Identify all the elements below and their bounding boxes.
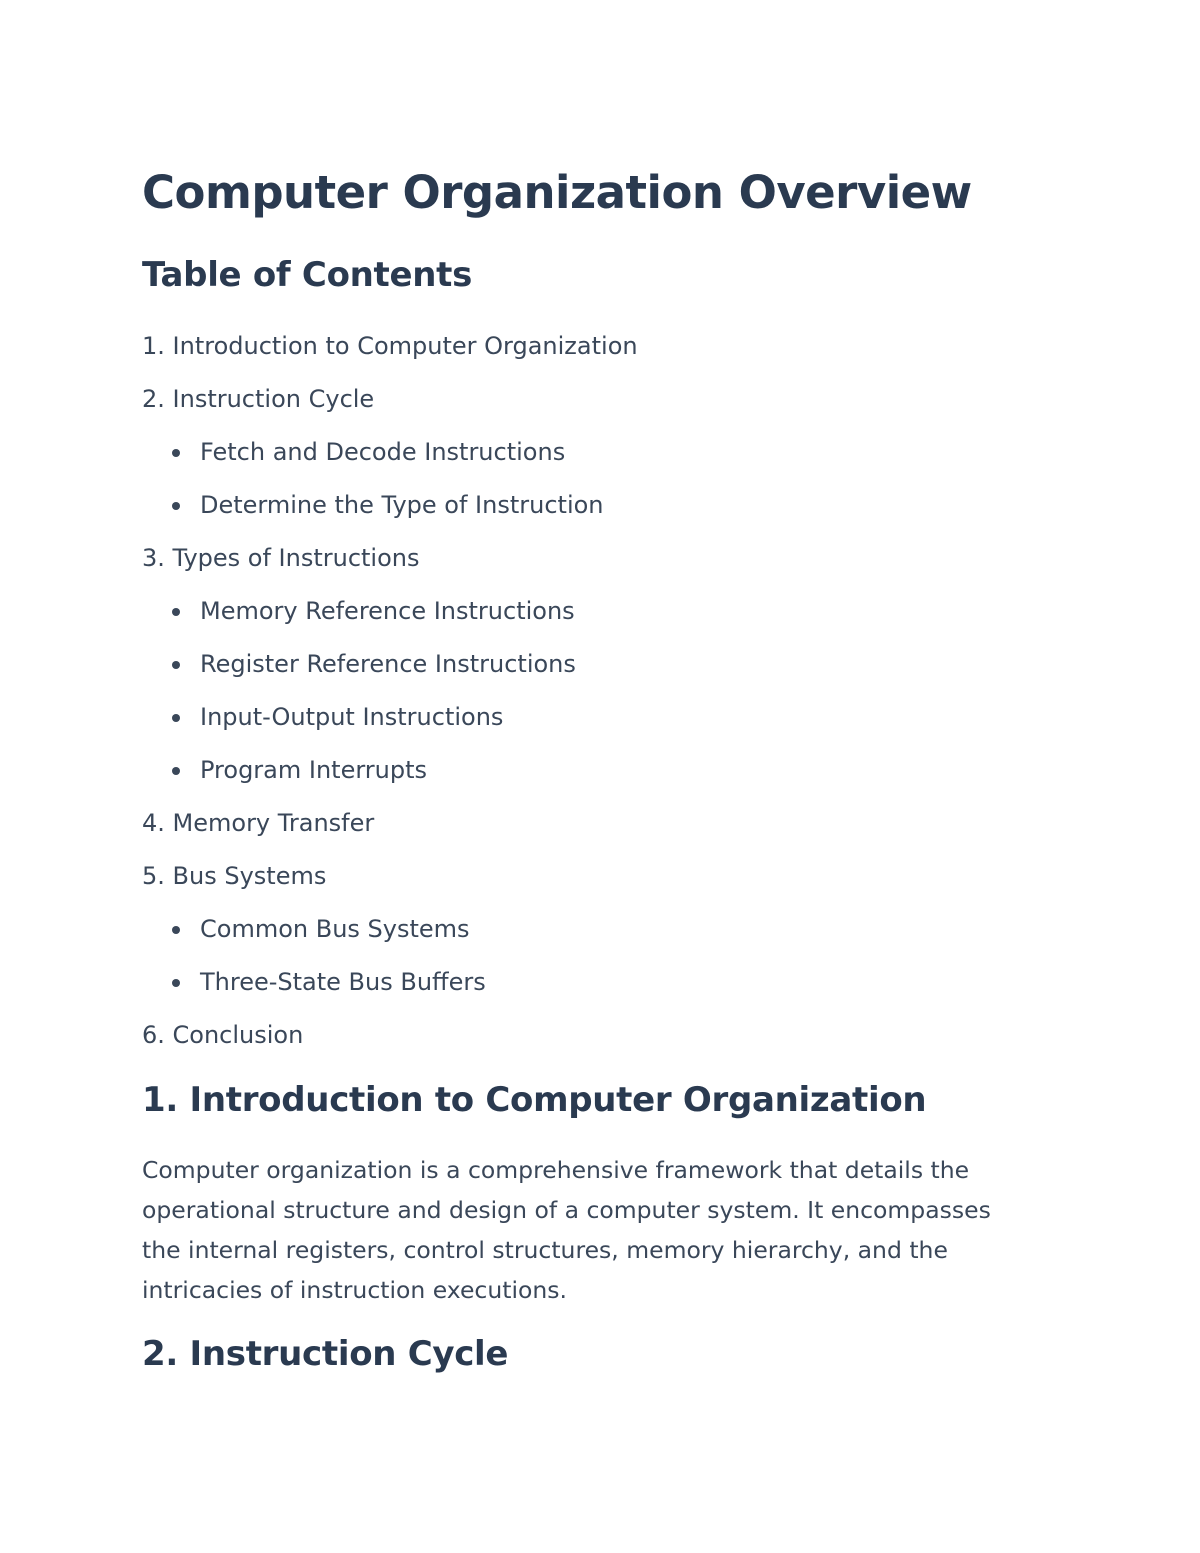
toc-subitem: [142, 489, 638, 542]
toc-item-label: 1. Introduction to Computer Organization: [142, 332, 638, 360]
toc-item-label: 2. Instruction Cycle: [142, 385, 375, 413]
toc-item-label: Input-Output Instructions: [200, 703, 504, 731]
toc-item: [142, 383, 638, 436]
toc-item-label: Determine the Type of Instruction: [200, 491, 604, 519]
table-of-contents: [142, 330, 638, 1072]
toc-item-label: Memory Reference Instructions: [200, 597, 575, 625]
toc-item-label: Common Bus Systems: [200, 915, 470, 943]
bullet-icon: [172, 767, 180, 775]
bullet-icon: [172, 661, 180, 669]
section-heading-instruction-cycle: 2. Instruction Cycle: [142, 1334, 509, 1374]
toc-subitem: [142, 754, 638, 807]
toc-item-label: Program Interrupts: [200, 756, 428, 784]
toc-item: [142, 542, 638, 595]
toc-item: [142, 807, 638, 860]
bullet-icon: [172, 926, 180, 934]
toc-item-label: 4. Memory Transfer: [142, 809, 375, 837]
toc-item-label: Three-State Bus Buffers: [200, 968, 486, 996]
toc-item: [142, 1019, 638, 1072]
page-title: Computer Organization Overview: [142, 166, 972, 219]
toc-heading: Table of Contents: [142, 255, 473, 295]
bullet-icon: [172, 449, 180, 457]
bullet-icon: [172, 979, 180, 987]
toc-subitem: [142, 595, 638, 648]
section-heading-introduction: 1. Introduction to Computer Organization: [142, 1080, 927, 1120]
toc-item-label: Register Reference Instructions: [200, 650, 576, 678]
introduction-paragraph: Computer organization is a comprehensive framework that details the operational structure and design of a computer system. It encompasses the internal registers, control structures, memory hierarchy, and the intricacies of instruction executions.: [142, 1156, 991, 1304]
toc-subitem: [142, 648, 638, 701]
toc-item-label: 3. Types of Instructions: [142, 544, 420, 572]
toc-item-label: 5. Bus Systems: [142, 862, 327, 890]
toc-item: [142, 330, 638, 383]
toc-subitem: [142, 913, 638, 966]
bullet-icon: [172, 502, 180, 510]
toc-item-label: Fetch and Decode Instructions: [200, 438, 566, 466]
bullet-icon: [172, 714, 180, 722]
toc-subitem: [142, 966, 638, 1019]
toc-subitem: [142, 701, 638, 754]
toc-subitem: [142, 436, 638, 489]
toc-item-label: 6. Conclusion: [142, 1021, 304, 1049]
toc-item: [142, 860, 638, 913]
bullet-icon: [172, 608, 180, 616]
